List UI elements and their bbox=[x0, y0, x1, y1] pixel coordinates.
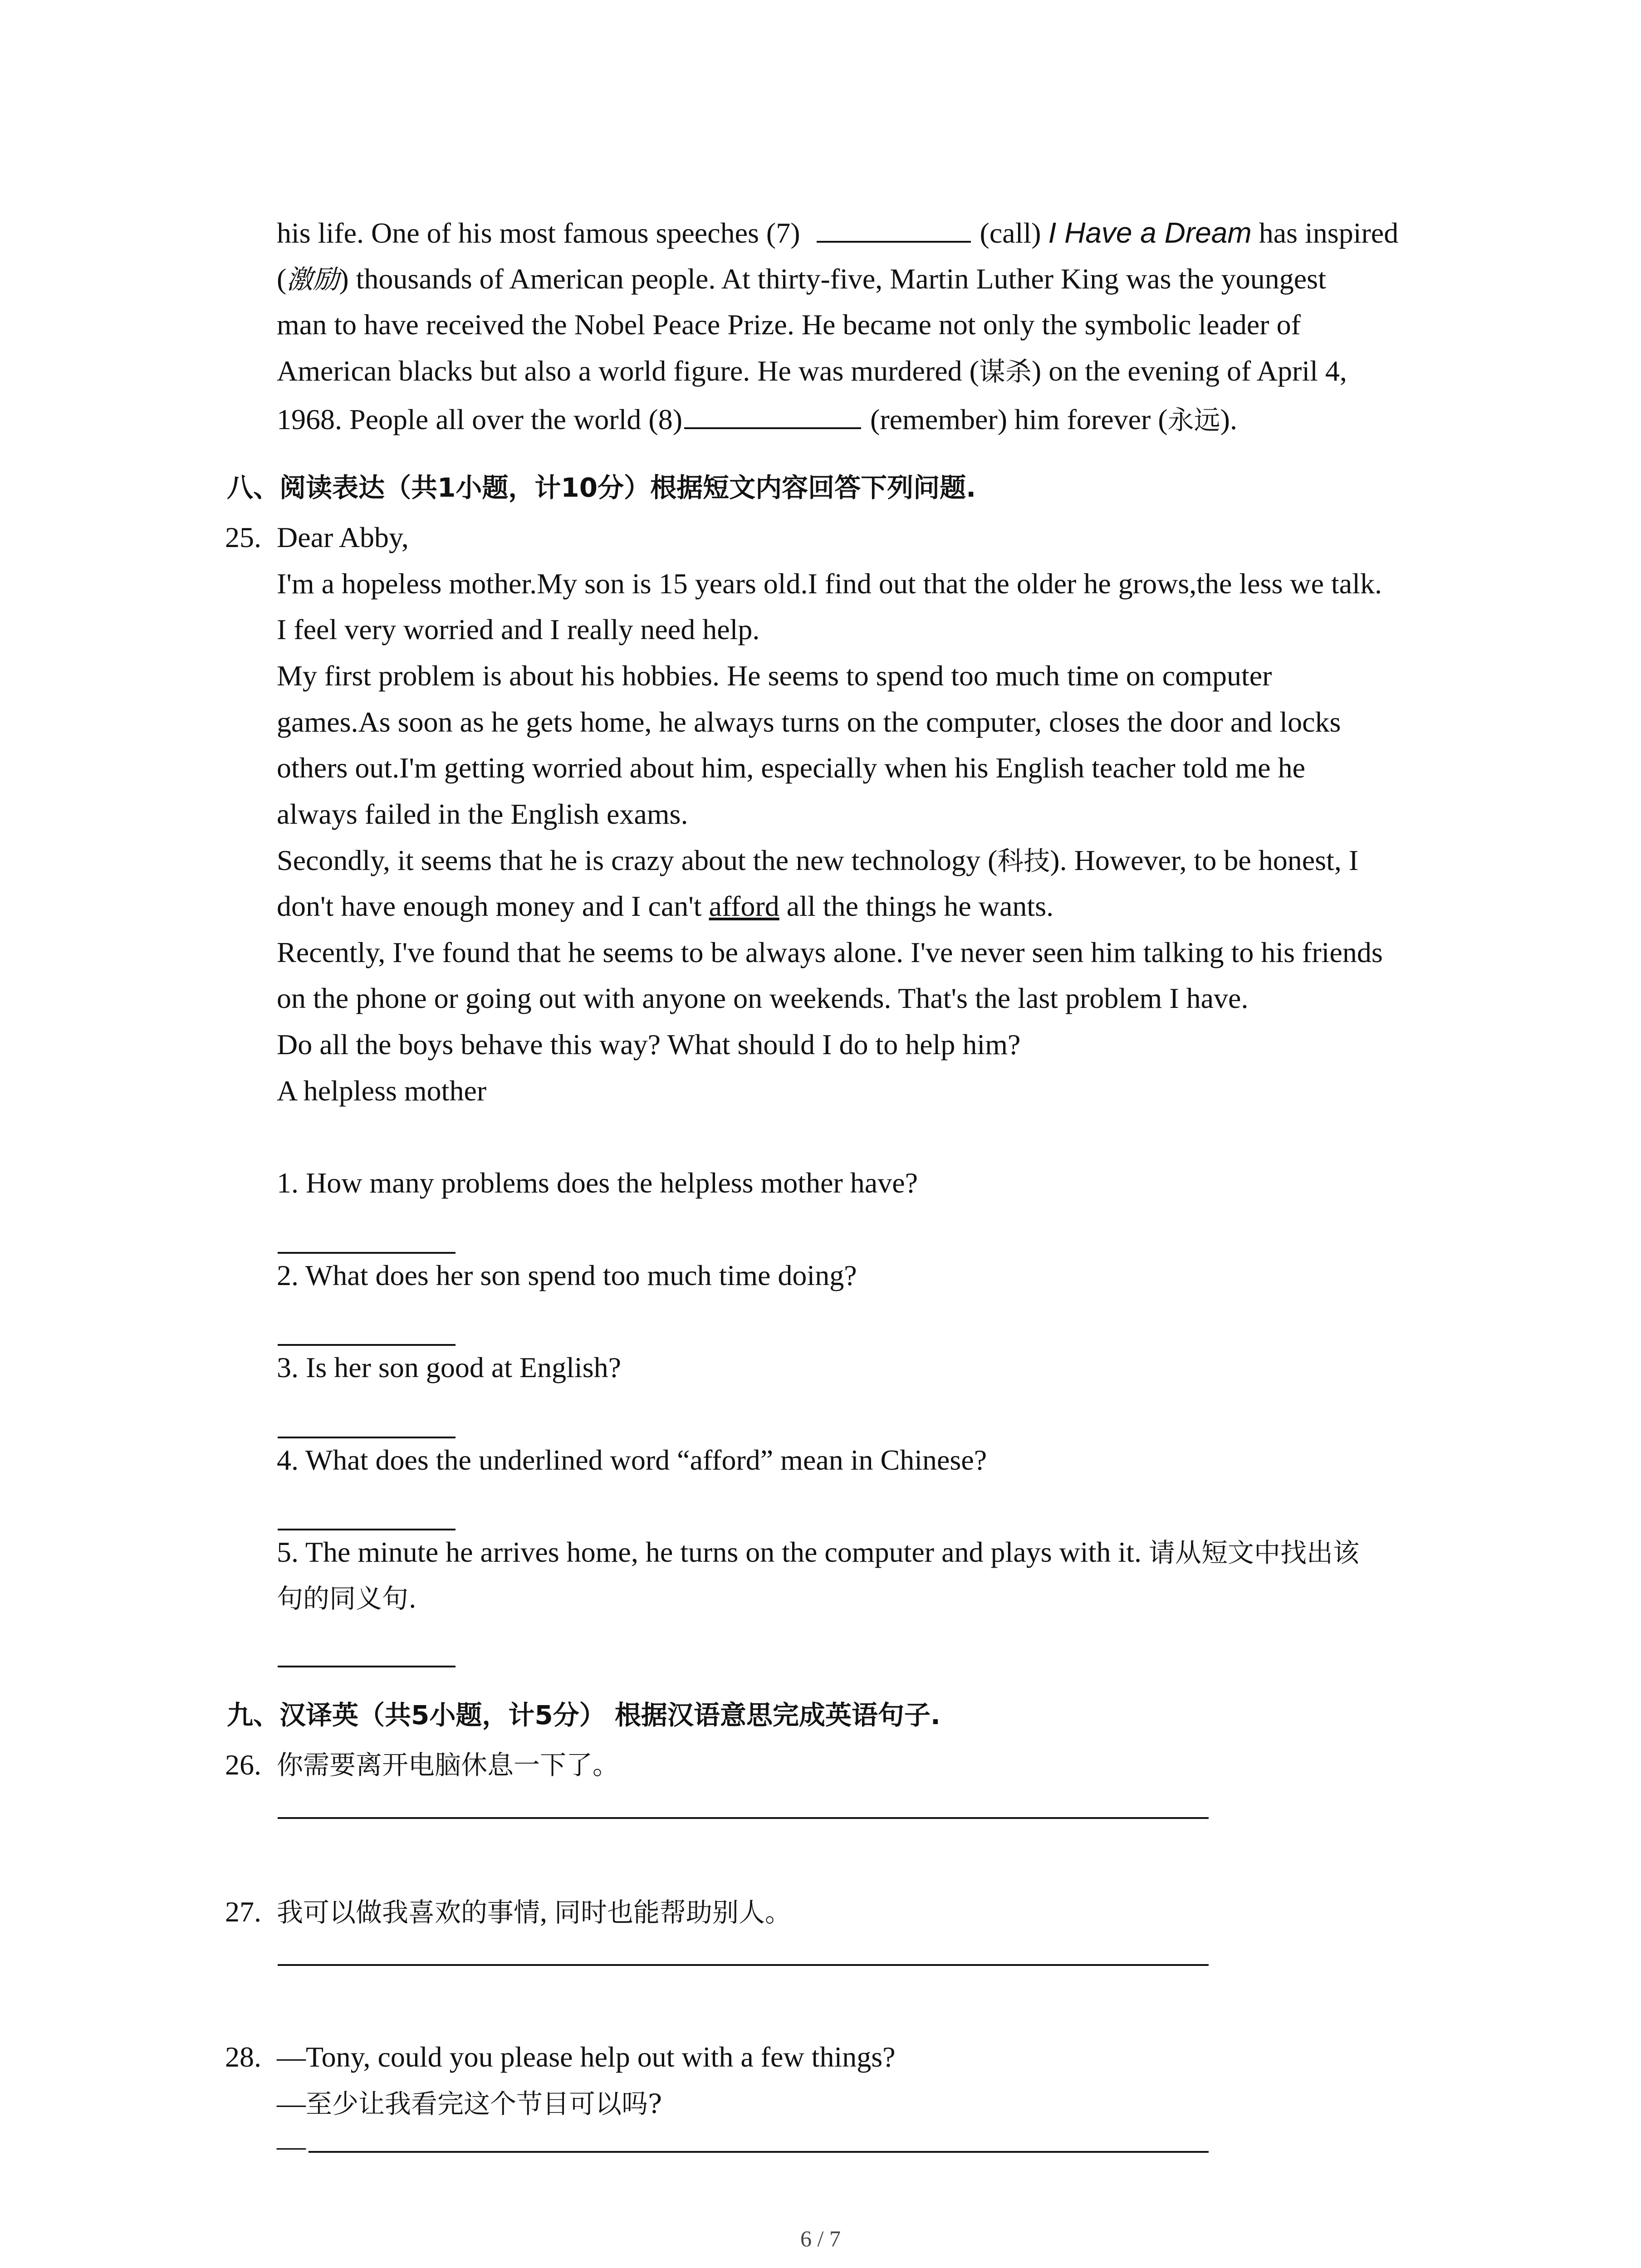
passage-text: ) thousands of American people. At thirty-five, Martin Luther King was the youngest bbox=[339, 263, 1326, 295]
letter-line: I'm a hopeless mother.My son is 15 years old.I find out that the older he grows,the less we talk. bbox=[277, 567, 1382, 600]
passage-text: (remember) him forever ( bbox=[870, 403, 1168, 435]
dialogue-text-cn: 至少让我看完这个节目可以吗? bbox=[306, 2088, 662, 2119]
gloss-cn: 谋杀 bbox=[979, 356, 1032, 387]
dialogue-line: —Tony, could you please help out with a few things? bbox=[277, 2041, 896, 2073]
section-heading-9: 九、汉译英（共5小题，计5分） 根据汉语意思完成英语句子. bbox=[227, 1700, 941, 1730]
sub-question: 4. What does the underlined word “afford” mean in Chinese? bbox=[277, 1444, 987, 1476]
passage-text: ( bbox=[277, 263, 287, 295]
question-text: , bbox=[540, 1896, 555, 1928]
letter-line: Do all the boys behave this way? What should I do to help him? bbox=[277, 1028, 1021, 1061]
letter-line: others out.I'm getting worried about him, especially when his English teacher told me he bbox=[277, 752, 1305, 784]
letter-line bbox=[277, 886, 1053, 927]
answer-line[interactable] bbox=[278, 1817, 1209, 1819]
passage-text: ). bbox=[1220, 403, 1237, 435]
passage-line-2 bbox=[277, 259, 1326, 300]
question-number-28: 28. bbox=[225, 2041, 261, 2073]
blank-8[interactable] bbox=[684, 400, 861, 429]
sub-question bbox=[277, 1532, 1359, 1573]
letter-line: I feel very worried and I really need help. bbox=[277, 613, 760, 645]
sub-question-text-cn: 请从短文中找出该 bbox=[1148, 1537, 1359, 1568]
page-number: 6 / 7 bbox=[800, 2226, 841, 2251]
letter-line: on the phone or going out with anyone on weekends. That's the last problem I have. bbox=[277, 982, 1249, 1014]
letter-line: My first problem is about his hobbies. He seems to spend too much time on computer bbox=[277, 660, 1272, 692]
letter-signature: A helpless mother bbox=[277, 1075, 487, 1107]
passage-line-1 bbox=[277, 212, 1398, 254]
dialogue-line bbox=[277, 2083, 662, 2124]
sub-question: 2. What does her son spend too much time doing? bbox=[277, 1259, 857, 1291]
passage-text: (call) bbox=[980, 217, 1041, 249]
sub-question-text: 5. The minute he arrives home, he turns on the computer and plays with it. bbox=[277, 1536, 1141, 1568]
letter-line bbox=[277, 840, 1358, 881]
answer-line[interactable] bbox=[278, 1252, 456, 1254]
blank-7[interactable] bbox=[817, 214, 971, 243]
question-prompt: 你需要离开电脑休息一下了。 bbox=[277, 1750, 619, 1780]
sub-question-text-cn: 句的同义句. bbox=[277, 1583, 417, 1614]
letter-text: don't have enough money and I can't bbox=[277, 890, 709, 922]
question-number-27: 27. bbox=[225, 1896, 261, 1928]
answer-line[interactable] bbox=[278, 1666, 456, 1667]
answer-line[interactable] bbox=[309, 2151, 1209, 2153]
question-text-cn: 同时也能帮助别人。 bbox=[554, 1897, 792, 1928]
letter-line: always failed in the English exams. bbox=[277, 798, 688, 830]
sub-question: 3. Is her son good at English? bbox=[277, 1351, 621, 1383]
letter-text: Secondly, it seems that he is crazy about the new technology ( bbox=[277, 844, 998, 876]
passage-line-5 bbox=[277, 399, 1237, 440]
answer-line[interactable] bbox=[278, 1437, 456, 1438]
speech-title: I Have a Dream bbox=[1048, 216, 1252, 249]
letter-text: all the things he wants. bbox=[779, 890, 1054, 922]
question-text-cn: 我可以做我喜欢的事情 bbox=[277, 1897, 540, 1928]
section-heading-8: 八、阅读表达（共1小题，计10分）根据短文内容回答下列问题. bbox=[227, 472, 976, 503]
underlined-word: afford bbox=[709, 890, 779, 922]
dialogue-dash: — bbox=[277, 2087, 306, 2119]
passage-text: 1968. People all over the world (8) bbox=[277, 403, 682, 435]
question-number-25: 25. bbox=[225, 521, 261, 553]
passage-text: his life. One of his most famous speeches (7) bbox=[277, 217, 800, 249]
passage-line-3: man to have received the Nobel Peace Prize. He became not only the symbolic leader of bbox=[277, 308, 1301, 341]
passage-text: ) on the evening of April 4, bbox=[1031, 355, 1347, 387]
gloss-cn: 科技 bbox=[997, 846, 1050, 876]
letter-line: games.As soon as he gets home, he always turns on the computer, closes the door and locks bbox=[277, 706, 1341, 738]
sub-question: 1. How many problems does the helpless mother have? bbox=[277, 1167, 918, 1199]
answer-line[interactable] bbox=[278, 1964, 1209, 1966]
answer-line[interactable] bbox=[278, 1344, 456, 1346]
letter-line: Dear Abby, bbox=[277, 521, 409, 553]
question-number-26: 26. bbox=[225, 1749, 261, 1781]
gloss-cn: 激励 bbox=[286, 264, 339, 295]
letter-line: Recently, I've found that he seems to be always alone. I've never seen him talking to his friends bbox=[277, 936, 1383, 968]
answer-line[interactable] bbox=[278, 1529, 456, 1530]
passage-text: American blacks but also a world figure. He was murdered ( bbox=[277, 355, 979, 387]
dialogue-dash: — bbox=[277, 2130, 306, 2162]
gloss-cn: 永远 bbox=[1167, 405, 1220, 435]
letter-text: ). However, to be honest, I bbox=[1050, 844, 1359, 876]
passage-text: has inspired bbox=[1259, 217, 1399, 249]
question-prompt bbox=[277, 1892, 791, 1933]
passage-line-4 bbox=[277, 351, 1347, 392]
